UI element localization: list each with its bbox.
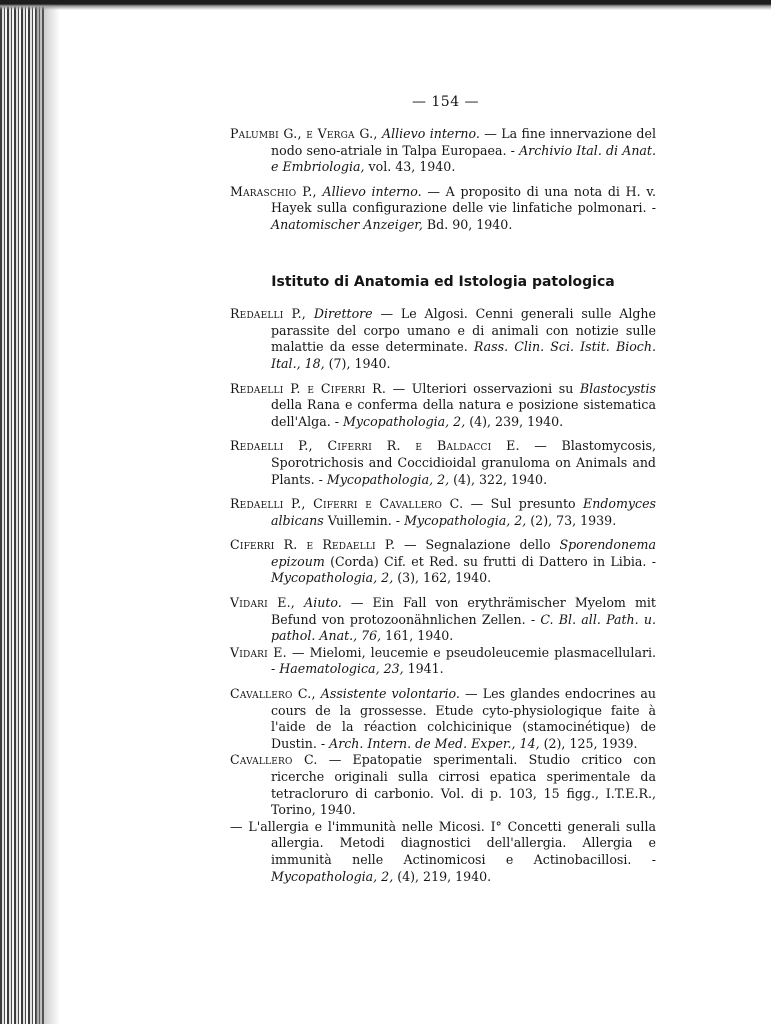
entry-journal: Endomyces albicans xyxy=(271,496,656,528)
entry-title: L'allergia e l'immunità nelle Micosi. I° Concetti generali sulla allergia. Metodi diagnostici dell'allergia. Allergia e immunità nelle Actinomicosi e Actinobacillosi. - xyxy=(242,818,656,867)
entry-journal: Anatomischer Anzeiger, xyxy=(271,216,423,232)
entry-reference: (2), 125, 1939. xyxy=(539,735,638,751)
entry-title: — Ulteriori osservazioni su xyxy=(386,380,580,396)
entry-journal: Mycopathologia, 2, xyxy=(271,570,394,586)
entry-role: Allievo interno. xyxy=(381,126,480,141)
page-top-edge xyxy=(0,0,771,10)
entry-reference: vol. 43, 1940. xyxy=(364,159,456,175)
bibliography-entry xyxy=(230,595,656,645)
entry-role: Allievo interno. xyxy=(322,183,422,199)
entry-reference: 161, 1940. xyxy=(381,628,454,644)
entry-reference: (Corda) Cif. et Red. su frutti di Dattero in Libia. - xyxy=(324,553,656,569)
entry-reference: (7), 1940. xyxy=(324,355,391,371)
bibliography-entry xyxy=(230,645,656,678)
bibliography-entry xyxy=(230,537,656,587)
entry-journal: Haematologica, 23, xyxy=(279,661,404,677)
entry-authors: Cavallero C. xyxy=(230,752,318,768)
entry-authors: Redaelli P., xyxy=(230,306,307,322)
entry-reference: Vuillemin. - xyxy=(323,512,405,528)
entry-title: — Epatopatie sperimentali. Studio critico con ricerche originali sulla cirrosi epatica sperimentale da tetracloruro di carbonio. Vol. di p. 103, 15 figg., I.T.E.R., Torino, 1940. xyxy=(271,752,656,818)
entry-reference: della Rana e conferma della natura e posizione sistematica dell'Alga. - xyxy=(271,397,656,429)
entry-authors: Redaelli P., Ciferri e Cavallero C. xyxy=(230,496,464,512)
entry-reference: (4), 219, 1940. xyxy=(393,868,492,884)
entry-journal: Mycopathologia, 2, xyxy=(404,512,527,528)
entry-title: — La fine innervazione del nodo seno-atriale in Talpa Europaea. - xyxy=(271,126,656,158)
entry-authors: Vidari E. xyxy=(230,644,287,660)
entry-journal: Mycopathologia, 2, xyxy=(271,868,394,884)
entry-authors: Redaelli P. e Ciferri R. xyxy=(230,380,387,396)
entry-journal: C. Bl. all. Path. u. pathol. Anat., 76, xyxy=(271,611,656,644)
bibliography-entry xyxy=(230,496,656,529)
entry-journal: Archivio Ital. di Anat. e Embriologia, xyxy=(271,142,656,175)
entry-authors: Vidari E., xyxy=(230,595,295,611)
entry-title: — Sul presunto xyxy=(463,496,584,512)
entry-role: Assistente volontario. xyxy=(320,686,460,702)
page-number: — 154 — xyxy=(411,94,480,110)
entry-title: — Les glandes endocrines au cours de la grossesse. Etude cyto-physiologique faite à l'aide de la réaction colchicinique (stamocinétique) de Dustin. - xyxy=(271,686,656,751)
bibliography xyxy=(230,126,656,893)
entry-title: — Mielomi, leucemie e pseudoleucemie plasmacellulari. - xyxy=(271,644,656,677)
entry-role: Direttore xyxy=(313,306,373,322)
bibliography-section-anatomy xyxy=(230,126,656,234)
entry-journal: Arch. Intern. de Med. Exper., 14, xyxy=(329,735,540,751)
bibliography-entry xyxy=(230,438,656,488)
entry-reference: (2), 73, 1939. xyxy=(526,512,617,528)
entry-title: — Le Algosi. Cenni generali sulle Alghe parassite del corpo umano e di animali con notizie sulle malattie da esse determinate. xyxy=(271,306,656,355)
entry-authors: Ciferri R. e Redaelli P. xyxy=(230,537,396,553)
bibliography-section-pathology xyxy=(230,306,656,885)
bibliography-entry xyxy=(230,381,656,431)
entry-journal: Mycopathologia, 2, xyxy=(343,413,466,429)
entry-reference: Bd. 90, 1940. xyxy=(422,216,513,232)
bibliography-entry xyxy=(230,126,656,176)
entry-authors: Palumbi G., e Verga G., xyxy=(230,126,378,141)
entry-title: — A proposito di una nota di H. v. Hayek sulla configurazione delle vie linfatiche polmonari. - xyxy=(271,183,656,216)
entry-authors: — xyxy=(230,818,243,834)
entry-reference: (4), 239, 1940. xyxy=(465,413,564,429)
entry-journal: Sporendonema epizoum xyxy=(271,537,656,569)
entry-title: — Ein Fall von erythrämischer Myelom mit Befund von protozoonähnlichen Zellen. - xyxy=(271,595,656,627)
entry-authors: Redaelli P., Ciferri R. e Baldacci E. xyxy=(230,438,520,454)
binding-shadow xyxy=(36,0,60,1024)
entry-journal: Blastocystis xyxy=(579,380,656,396)
entry-role: Aiuto. xyxy=(304,595,342,611)
entry-reference: 1941. xyxy=(403,661,444,677)
bibliography-entry xyxy=(230,752,656,818)
bibliography-entry xyxy=(230,819,656,885)
bibliography-entry xyxy=(230,686,656,752)
entry-journal: Rass. Clin. Sci. Istit. Bioch. Ital., 18, xyxy=(271,339,656,371)
entry-reference: (3), 162, 1940. xyxy=(393,570,492,586)
section-title: Istituto di Anatomia ed Istologia patologica xyxy=(271,273,615,290)
entry-authors: Cavallero C., xyxy=(230,686,316,702)
bibliography-entry xyxy=(230,306,656,372)
entry-journal: Mycopathologia, 2, xyxy=(326,471,450,487)
entry-authors: Maraschio P., xyxy=(230,183,317,199)
bibliography-entry xyxy=(230,184,656,234)
entry-title: — Segnalazione dello xyxy=(395,537,560,553)
entry-title: — Blastomycosis, Sporotrichosis and Coccidioidal granuloma on Animals and Plants. - xyxy=(271,438,656,487)
entry-reference: (4), 322, 1940. xyxy=(449,471,548,487)
